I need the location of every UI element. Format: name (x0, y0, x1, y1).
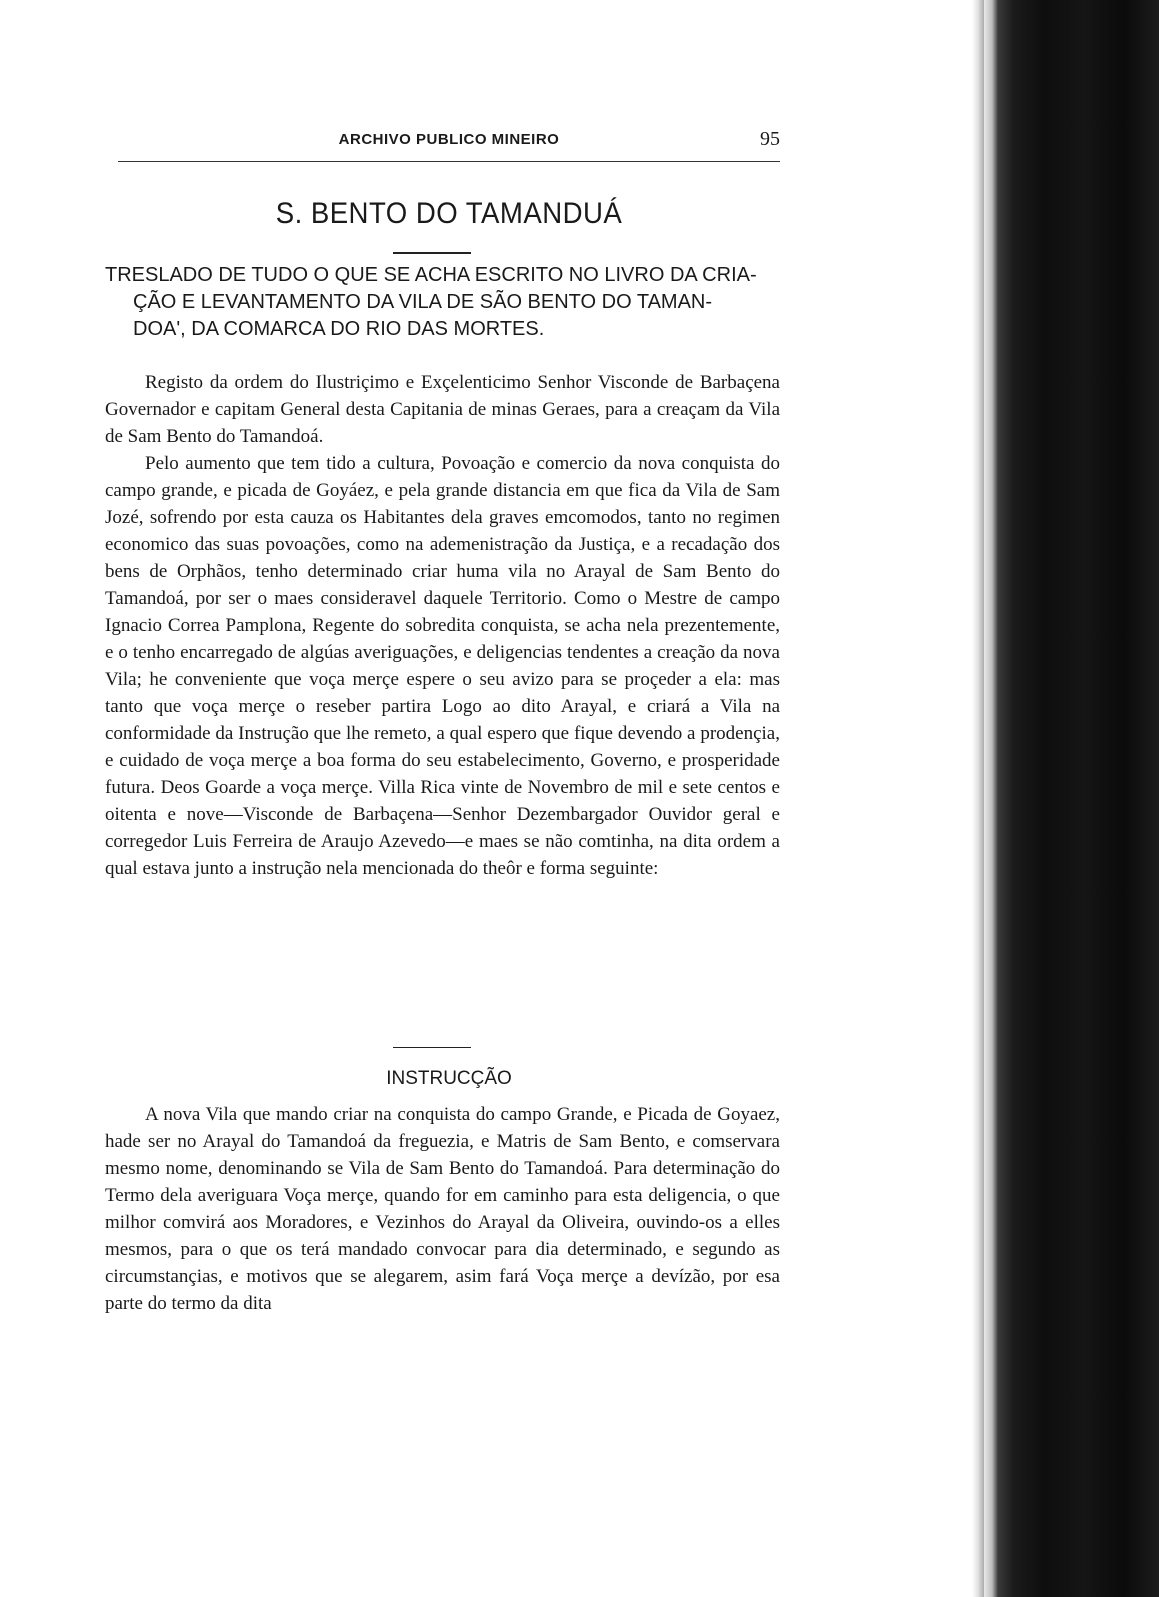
title-divider (393, 252, 471, 254)
running-head (118, 128, 780, 154)
page-number: 95 (760, 128, 780, 150)
body-text (105, 369, 780, 882)
page-title: S. BENTO DO TAMANDUÁ (275, 197, 623, 230)
book-binding (984, 0, 1159, 1597)
section-divider (393, 1047, 471, 1048)
subtitle-line: TRESLADO DE TUDO O QUE SE ACHA ESCRITO NO LIVRO DA CRIA- (105, 264, 757, 286)
instruction-text (105, 1101, 780, 1317)
subtitle-line: ÇÃO E LEVANTAMENTO DA VILA DE SÃO BENTO DO TAMAN- (133, 291, 713, 313)
header-rule (118, 161, 780, 162)
paragraph: Pelo aumento que tem tido a cultura, Povoação e comercio da nova conquista do campo grande, e picada de Goyáez, e pela grande distancia em que fica da Vila de Sam Jozé, sofrendo por esta cauza os Habitantes dela graves emcomodos, tanto no regimen economico das suas povoações, como na ademenistração da Justiça, e a recadação dos bens de Orphãos, tenho determinado criar huma vila no Arayal de Sam Bento do Tamandoá, por ser o maes consideravel daquele Territorio. Como o Mestre de campo Ignacio Correa Pamplona, Regente do sobredita conquista, se acha nela prezentemente, e o tenho encarregado de algúas averiguações, e deligencias tendentes a creação da nova Vila; he conveniente que voça merçe espere o seu avizo para se proçeder a ela: mas tanto que voça merçe o reseber partira Logo ao dito Arayal, e criará a Vila na conformidade da Instrução que lhe remeto, a qual espero que fique devendo a prodençia, e cuidado de voça merçe a boa forma do seu estabelecimento, Governo, e prosperidade futura. Deos Goarde a voça merçe. Villa Rica vinte de Novembro de mil e sete centos e oitenta e nove—Visconde de Barbaçena—Senhor Dezembargador Ouvidor geral e corregedor Luis Ferreira de Araujo Azevedo—e maes se não comtinha, na dita ordem a qual estava junto a instrução nela mencionada do theôr e forma seguinte: (105, 453, 780, 879)
subtitle (105, 262, 780, 343)
section-title: INSTRUCÇÃO (386, 1068, 512, 1089)
subtitle-line: DOA', DA COMARCA DO RIO DAS MORTES. (133, 318, 545, 340)
paragraph: A nova Vila que mando criar na conquista do campo Grande, e Picada de Goyaez, hade ser no Arayal do Tamandoá da freguezia, e Matris de Sam Bento, e comservara mesmo nome, denominando se Vila de Sam Bento do Tamandoá. Para determinação do Termo dela averiguara Voça merçe, quando for em caminho para esta deligencia, o que milhor comvirá aos Moradores, e Vezinhos do Arayal da Oliveira, ouvindo-os a elles mesmos, para o que os terá mandado convocar para dia determinado, e segundo as circumstançias, e motivos que se alegarem, asim fará Voça merçe a devízão, por esa parte do termo da dita (105, 1104, 780, 1314)
paragraph: Registo da ordem do Ilustriçimo e Exçelenticimo Senhor Visconde de Barbaçena Governador e capitam General desta Capitania de minas Geraes, para a creaçam da Vila de Sam Bento do Tamandoá. (105, 372, 780, 447)
running-head-title: ARCHIVO PUBLICO MINEIRO (338, 131, 560, 148)
